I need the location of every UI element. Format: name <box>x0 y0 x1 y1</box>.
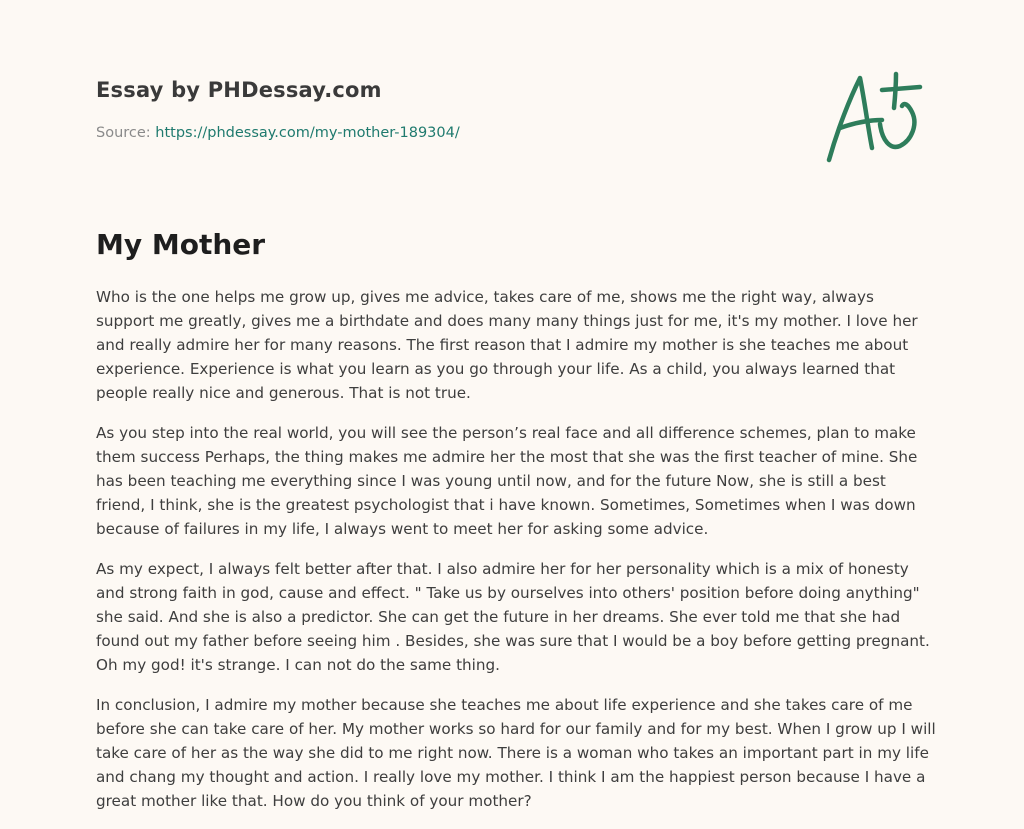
source-link[interactable]: https://phdessay.com/my-mother-189304/ <box>155 125 460 141</box>
a-plus-grade-icon <box>820 68 928 168</box>
brand-title: Essay by PHDessay.com <box>96 78 382 102</box>
site-header <box>96 76 382 104</box>
source-label: Source: <box>96 125 151 141</box>
essay-paragraph: Who is the one helps me grow up, gives me advice, takes care of me, shows me the right way, always support me greatly, gives me a birthdate and does many many things just for me, it's my mother. I love her and really admire her for many reasons. The first reason that I admire my mother is she teaches me about experience. Experience is what you learn as you go through your life. As a child, you always learned that people really nice and generous. That is not true. <box>96 288 918 402</box>
essay-paragraph: As you step into the real world, you will see the person’s real face and all difference schemes, plan to make them success Perhaps, the thing makes me admire her the most that she was the first teacher of mine. She has been teaching me everything since I was young until now, and for the future Now, she is still a best friend, I think, she is the greatest psychologist that i have known. Sometimes, Sometimes when I was down because of failures in my life, I always went to meet her for asking some advice. <box>96 424 918 538</box>
essay-paragraph: As my expect, I always felt better after that. I also admire her for her personality which is a mix of honesty and strong faith in god, cause and effect. " Take us by ourselves into others' position before doing anything" she said. And she is also a predictor. She can get the future in her dreams. She ever told me that she had found out my father before seeing him . Besides, she was sure that I would be a boy before getting pregnant. Oh my god! it's strange. I can not do the same thing. <box>96 560 930 674</box>
source-line <box>96 123 460 143</box>
essay-title: My Mother <box>96 228 266 261</box>
essay-body <box>96 285 936 829</box>
essay-paragraph: In conclusion, I admire my mother because she teaches me about life experience and she takes care of me before she can take care of her. My mother works so hard for our family and for my best. When I grow up I will take care of her as the way she did to me right now. There is a woman who takes an important part in my life and chang my thought and action. I really love my mother. I think I am the happiest person because I have a great mother like that. How do you think of your mother? <box>96 696 936 810</box>
